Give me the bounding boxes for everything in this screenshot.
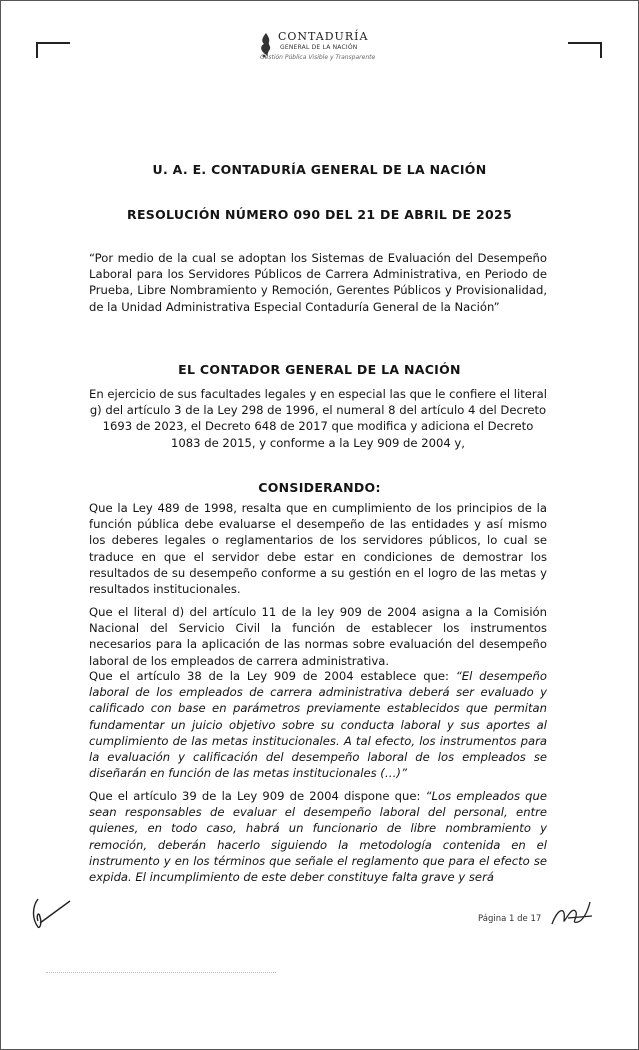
consideration-3-lead: Que el artículo 38 de la Ley 909 de 2004 establece que:	[89, 669, 456, 683]
authority-title: EL CONTADOR GENERAL DE LA NACIÓN	[178, 362, 461, 377]
entity-title: U. A. E. CONTADURÍA GENERAL DE LA NACIÓN	[152, 162, 487, 177]
logo-name: CONTADURÍA	[278, 30, 369, 43]
resolution-subject: “Por medio de la cual se adoptan los Sistemas de Evaluación del Desempeño Laboral para los Servidores Públicos de Carrera Administrativa, en Periodo de Prueba, Libre Nombramiento y Remoción, Gerentes Públicos y Provisionalidad, de la Unidad Administrativa Especial Contaduría General de la Nación”	[89, 251, 547, 314]
logo-motto: Gestión Pública Visible y Transparente	[260, 54, 376, 61]
authority-text: En ejercicio de sus facultades legales y en especial las que le confiere el literal g) del artículo 3 de la Ley 298 de 1996, el numeral 8 del artículo 4 del Decreto 1693 de 2023, el Decreto 648 de 2017 que modifica y adiciona el Decreto 1083 de 2015, y conforme a la Ley 909 de 2004 y,	[89, 387, 547, 450]
consideration-2: Que el literal d) del artículo 11 de la ley 909 de 2004 asigna a la Comisión Nacional del Servicio Civil la función de establecer los instrumentos necesarios para la aplicación de las normas sobre evaluación del desempeño laboral de los empleados de carrera administrativa.	[89, 605, 547, 668]
consideration-4-lead: Que el artículo 39 de la Ley 909 de 2004 dispone que:	[89, 789, 426, 803]
logo	[258, 30, 388, 66]
consideration-3-quote: “El desempeño laboral de los empleados de carrera administrativa deberá ser evaluado y calificado con base en parámetros previamente establecidos que permitan fundamentar un juicio objetivo sobre su conducta laboral y sus aportes al cumplimiento de las metas institucionales. A tal efecto, los instrumentos para la evaluación y calificación del desempeño laboral de los empleados se diseñarán en función de las metas institucionales (…)”	[89, 669, 547, 781]
initials-mark	[548, 898, 594, 934]
corner-mark-left	[36, 42, 70, 58]
corner-mark-right	[568, 42, 602, 58]
consideration-3	[89, 668, 547, 781]
consideration-1: Que la Ley 489 de 1998, resalta que en cumplimiento de los principios de la función pública debe evaluarse el desempeño de las entidades y así mismo los deberes legales o reglamentarios de los servidores públicos, lo cual se traduce en que el servidor debe estar en condiciones de demostrar los resultados de su desempeño conforme a su gestión en el logro de las metas y resultados institucionales.	[89, 501, 547, 597]
consideration-4	[89, 788, 547, 885]
considering-title: CONSIDERANDO:	[258, 480, 381, 495]
footer-dotted-line	[46, 972, 276, 973]
page-number: Página 1 de 17	[478, 914, 542, 924]
consideration-4-quote: “Los empleados que sean responsables de evaluar el desempeño laboral del personal, entre quienes, en todo caso, habrá un funcionario de libre nombramiento y remoción, deberán hacerlo siguiendo la metodología contenida en el instrumento y en los términos que señale el reglamento que para el efecto se expida. El incumplimiento de este deber constituye falta grave y será	[89, 789, 547, 885]
resolution-title: RESOLUCIÓN NÚMERO 090 DEL 21 DE ABRIL DE 2025	[127, 207, 512, 222]
logo-subtitle: GENERAL DE LA NACIÓN	[280, 44, 358, 51]
signature-mark	[30, 893, 74, 933]
